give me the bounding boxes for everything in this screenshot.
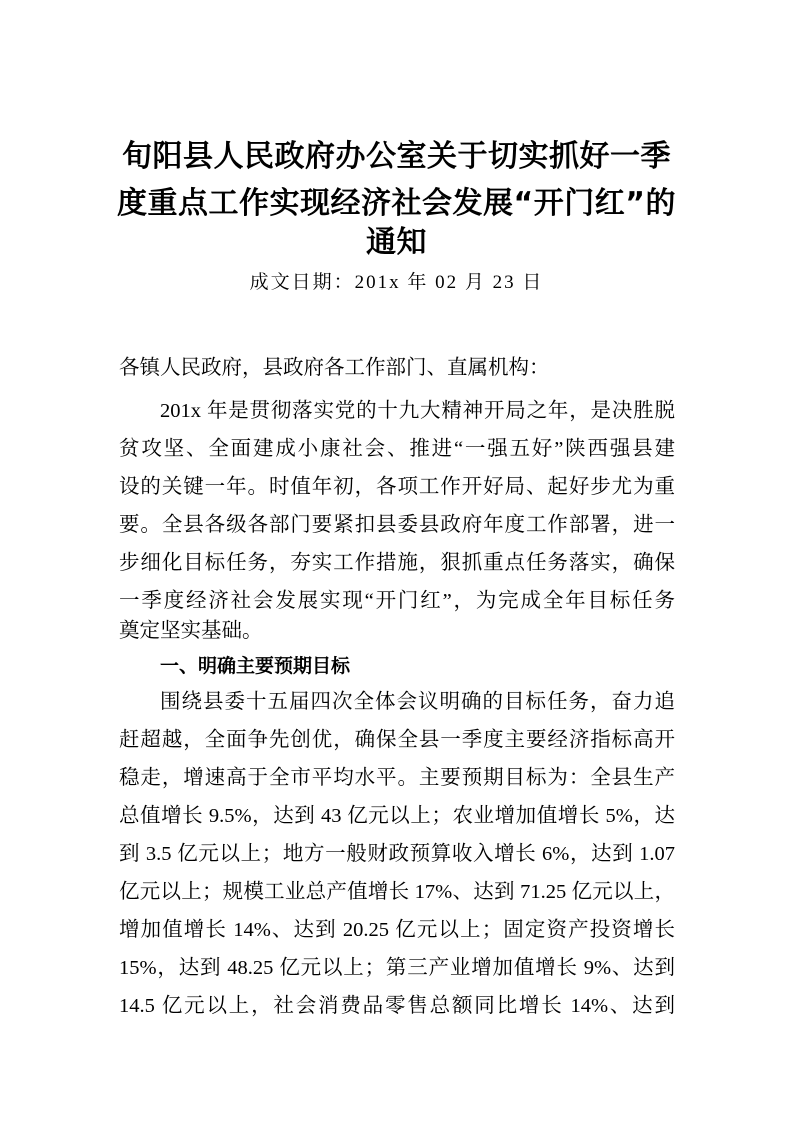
paragraph-line: 201x 年是贯彻落实党的十九大精神开局之年，是决胜脱 <box>160 400 675 422</box>
paragraph-line: 步细化目标任务，夯实工作措施，狠抓重点任务落实，确保 <box>119 552 675 574</box>
paragraph-line: 到 3.5 亿元以上；地方一般财政预算收入增长 6%，达到 1.07 <box>119 843 675 865</box>
document-title-line: 通知 <box>366 225 427 260</box>
section-heading: 一、明确主要预期目标 <box>160 655 351 677</box>
paragraph-line: 14.5 亿元以上，社会消费品零售总额同比增长 14%、达到 <box>119 995 675 1017</box>
paragraph-line: 15%，达到 48.25 亿元以上；第三产业增加值增长 9%、达到 <box>119 957 675 979</box>
paragraph-line: 增加值增长 14%、达到 20.25 亿元以上；固定资产投资增长 <box>119 919 675 941</box>
paragraph-line: 设的关键一年。时值年初，各项工作开好局、起好步尤为重 <box>119 476 675 498</box>
paragraph-line: 稳走，增速高于全市平均水平。主要预期目标为：全县生产 <box>119 767 675 789</box>
paragraph-line: 一季度经济社会发展实现“开门红”，为完成全年目标任务 <box>119 590 675 612</box>
paragraph-line: 奠定坚实基础。 <box>119 620 263 642</box>
greeting: 各镇人民政府，县政府各工作部门、直属机构： <box>119 357 550 379</box>
paragraph-line: 围绕县委十五届四次全体会议明确的目标任务，奋力追 <box>160 691 675 713</box>
paragraph-line: 总值增长 9.5%，达到 43 亿元以上；农业增加值增长 5%，达 <box>119 805 675 827</box>
paragraph-line: 赶超越，全面争先创优，确保全县一季度主要经济指标高开 <box>119 729 675 751</box>
paragraph-line: 贫攻坚、全面建成小康社会、推进“一强五好”陕西强县建 <box>119 438 675 460</box>
document-title-line: 度重点工作实现经济社会发展“开门红”的 <box>117 186 676 221</box>
paragraph-line: 亿元以上；规模工业总产值增长 17%、达到 71.25 亿元以上， <box>119 881 675 903</box>
issue-date: 成文日期：201x 年 02 月 23 日 <box>249 272 544 293</box>
document-title-line: 旬阳县人民政府办公室关于切实抓好一季 <box>122 139 671 174</box>
paragraph-line: 要。全县各级各部门要紧扣县委县政府年度工作部署，进一 <box>119 514 675 536</box>
